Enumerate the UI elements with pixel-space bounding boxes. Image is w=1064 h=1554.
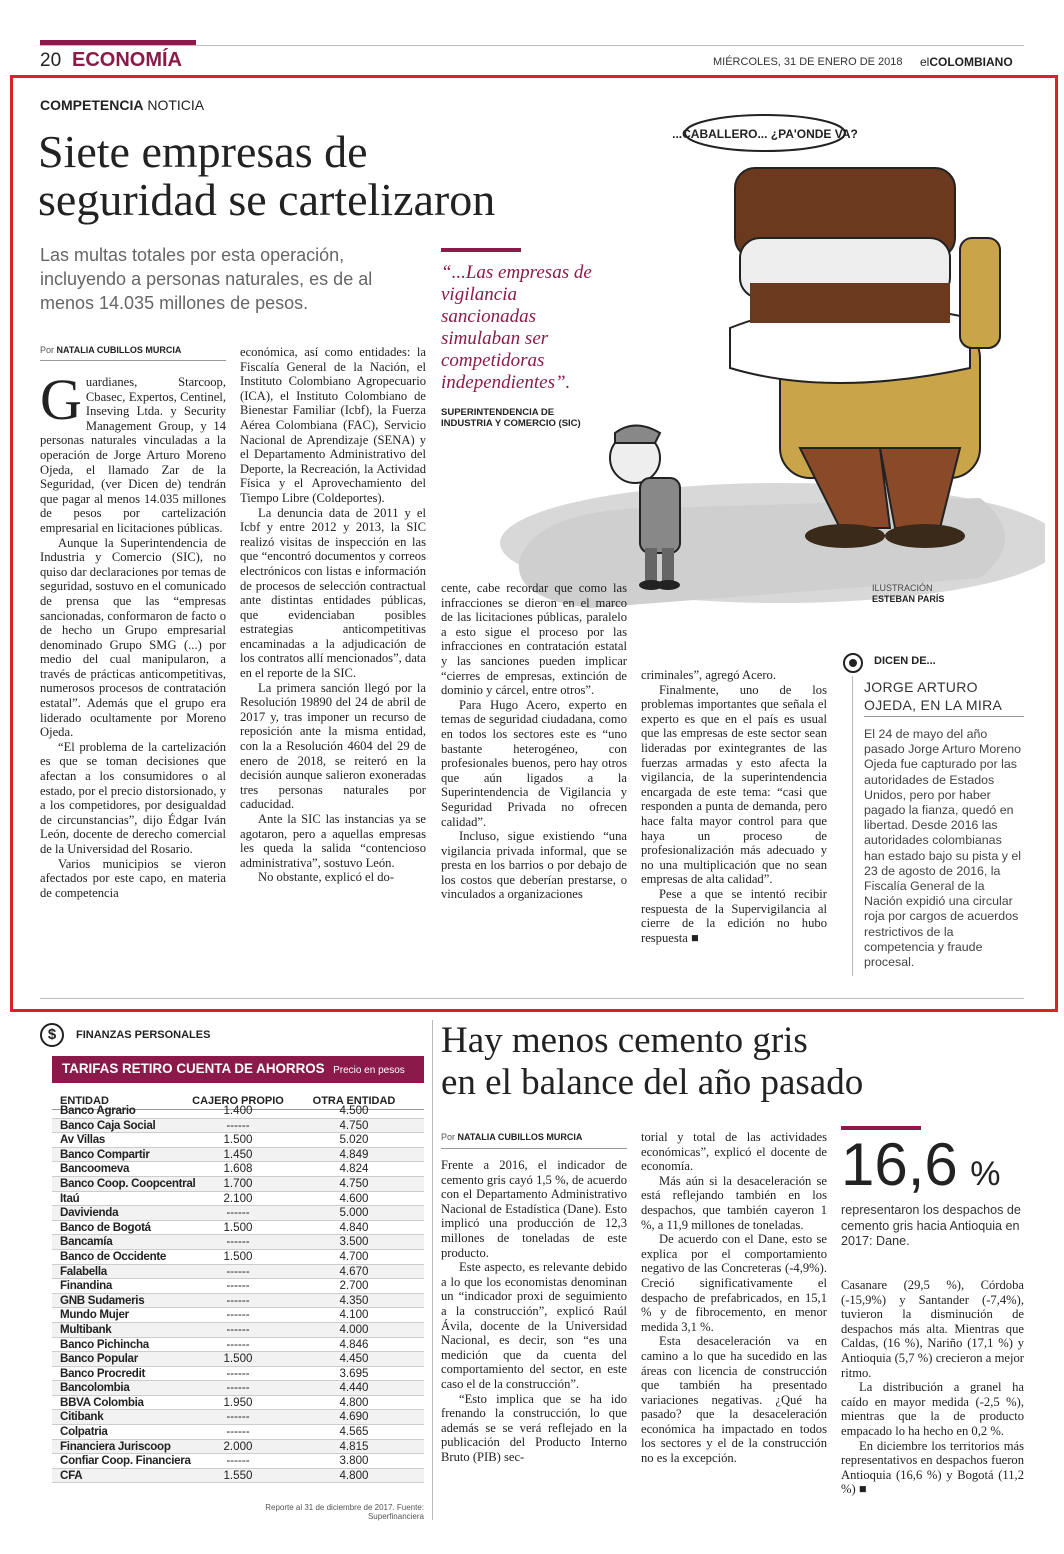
byline-name: NATALIA CUBILLOS MURCIA — [56, 345, 182, 355]
article1-column1 — [40, 367, 226, 900]
cell-otra-entidad: 4.815 — [339, 1439, 369, 1453]
cell-otra-entidad: 4.700 — [339, 1249, 369, 1263]
page-number: 20 — [40, 50, 62, 71]
table-row — [52, 1279, 424, 1294]
cell-cajero-propio: 1.950 — [223, 1395, 253, 1409]
table-row — [52, 1367, 424, 1382]
paragraph: Más aún si la desaceleración se está reflejando también en los despachos, que también cayeron 1 %, a 11,9 millones de toneladas. — [641, 1173, 827, 1232]
kicker — [40, 97, 204, 113]
cell-entidad: BBVA Colombia — [60, 1395, 144, 1409]
article1-column2 — [240, 345, 426, 885]
paragraph: La distribución a granel ha caído en mayor medida (-2,5 %), mientras que la de producto empacado lo ha hecho en 0,2 %. — [841, 1380, 1024, 1438]
speech-text: ...CABALLERO... ¿PA'ONDE VA? — [672, 127, 858, 141]
cell-otra-entidad: 4.440 — [339, 1381, 369, 1395]
paragraph: cente, cabe recordar que como las infracciones se dieron en el marco de las licitaciones públicas, paralelo a esto sigue el proceso por las infracciones en contratación estatal y las sanciones pueden implicar “cierres de empresas, extinción de dominio y cárcel, entre otros”. — [441, 581, 627, 698]
table-title-bar — [52, 1056, 424, 1083]
table-row — [52, 1250, 424, 1265]
column-header: OTRA ENTIDAD — [312, 1095, 396, 1107]
byline-name: NATALIA CUBILLOS MURCIA — [457, 1132, 583, 1142]
illustration-author: ESTEBAN PARÍS — [872, 594, 945, 604]
paragraph: Casanare (29,5 %), Córdoba (-15,9%) y Santander (-7,4%), tuvieron la disminución de despachos más alta. Mientras que Caldas, (16 %), Nariño (17,1 %) y Antioquia (5,7 %) crecieron a mejor ritmo. — [841, 1278, 1024, 1380]
table-row — [52, 1133, 424, 1148]
cell-otra-entidad: 4.824 — [339, 1162, 369, 1176]
pull-quote: “...Las empresas de vigilancia sancionadas simulaban ser competidoras independientes”. — [441, 262, 592, 393]
dropcap: G — [40, 367, 82, 432]
table-row — [52, 1352, 424, 1367]
cell-otra-entidad: 4.800 — [339, 1468, 369, 1482]
table-row — [52, 1454, 424, 1469]
paragraph: La denuncia data de 2011 y el Icbf y entre 2012 y 2013, la SIC realizó visitas de inspección en las que “encontró documentos y correos electrónicos con listas e información de procesos de selección contractual ante distintas entidades públicas, que evidenciaban posibles estrategias anticompetitivas encaminadas a la adjudicación de los contratos allí mencionados”, data en el reporte de la SIC. — [240, 505, 426, 681]
table-title: TARIFAS RETIRO CUENTA DE AHORROS — [62, 1061, 325, 1076]
cell-entidad: Finandina — [60, 1279, 113, 1293]
paragraph: “Esto implica que se ha ido frenando la construcción, lo que además se se verá reflejado en la publicación del Producto Interno Bruto (PIB) sec- — [441, 1391, 627, 1464]
paragraph: Este aspecto, es relevante debido a lo que los economistas denominan un “indicador proxi de seguimiento a la construcción”, explicó Raúl Ávila, docente de la Universidad Nacional, es decir, son “es una medición que da cuenta del comportamiento del sector, en este caso el de la construcción”. — [441, 1260, 627, 1391]
cell-otra-entidad: 3.800 — [339, 1454, 369, 1468]
section-divider — [40, 998, 1024, 999]
headline-line1: Siete empresas de — [38, 126, 368, 177]
table-row — [52, 1177, 424, 1192]
paragraph: económica, así como entidades: la Fiscalía General de la Nación, el Instituto Colombiano Agropecuario (ICA), el Instituto Colombiano de Bienestar Familiar (Icbf), la Fuerza Aérea Colombiana (FAC), Servicio Nacional de Aprendizaje (SENA) y el Departamento Administrativo del Deporte, la Recreación, la Actividad Física y el Aprovechamiento del Tiempo Libre (Coldeportes). — [240, 345, 426, 505]
dicen-side-rule — [852, 676, 853, 976]
cell-otra-entidad: 5.000 — [339, 1206, 369, 1220]
cell-cajero-propio: 1.500 — [223, 1249, 253, 1263]
cell-cajero-propio: 1.500 — [223, 1133, 253, 1147]
guard-heads — [735, 168, 955, 323]
cell-entidad: Falabella — [60, 1264, 107, 1278]
cell-cajero-propio: ------ — [226, 1279, 250, 1293]
header-rule — [40, 45, 1024, 46]
byline2-rule — [441, 1148, 627, 1149]
dicen-label: DICEN DE... — [874, 655, 936, 667]
paragraph: Aunque la Superintendencia de Industria y Comercio (SIC), no quiso dar declaraciones por temas de seguridad, sostuvo en el comunicado de prensa que las “empresas sancionadas, conformaron de facto o de hecho un Grupo empresarial denominado Grupo SMG (...) por medio del cual manipularon, a través de prácticas anticompetitivas, numerosos procesos de contratación estatal”. Además que el grupo era liderado ocultamente por Moreno Ojeda. — [40, 535, 226, 740]
article2-column2 — [641, 1130, 827, 1466]
headline2-line1: Hay menos cemento gris — [441, 1020, 808, 1061]
cell-entidad: Colpatria — [60, 1425, 108, 1439]
cell-entidad: Itaú — [60, 1191, 80, 1205]
paragraph: Para Hugo Acero, experto en temas de seguridad ciudadana, como en todos los sectores este es “uno bastante heterogéneo, con profesionales buenos, pero hay otros que aún ligados a la Superintendencia de Vigilancia y Seguridad Privada no ofrecen calidad”. — [441, 697, 627, 829]
cell-entidad: Bancamía — [60, 1235, 113, 1249]
speech-bubble — [672, 115, 858, 151]
cell-cajero-propio: 1.450 — [223, 1147, 253, 1161]
dicen-text: El 24 de mayo del año pasado Jorge Arturo Moreno Ojeda fue capturado por las autoridades de Estados Unidos, pero por haber pagado la fianza, quedó en libertad. Desde 2016 las autoridades colombianas han estado bajo su pista y el 23 de agosto de 2016, la Fiscalía General de la Nación expidió una circular roja por cargos de acuerdos restrictivos de la competencia y fraude procesal. — [864, 727, 1022, 970]
cell-cajero-propio: ------ — [226, 1206, 250, 1220]
cell-cajero-propio: ------ — [226, 1381, 250, 1395]
byline-prefix: Por — [40, 345, 55, 355]
dollar-icon: $ — [40, 1023, 64, 1047]
cell-entidad: Bancolombia — [60, 1381, 130, 1395]
subtitle: Las multas totales por esta operación, incluyendo a personas naturales, es de al menos 14.035 millones de pesos. — [40, 245, 373, 313]
dicen-rule — [864, 716, 1024, 717]
headline2 — [441, 1020, 863, 1104]
illustration-label: ILUSTRACIÓN — [872, 583, 933, 593]
headline-line2: seguridad se cartelizaron — [38, 174, 496, 225]
table-row — [52, 1323, 424, 1338]
kicker-bold: COMPETENCIA — [40, 97, 144, 113]
tarifas-table — [52, 1104, 424, 1483]
byline-prefix: Por — [441, 1132, 456, 1142]
table-row — [52, 1148, 424, 1163]
paragraph: Esta desaceleración va en camino a lo que ha sucedido en las áreas con licencia de construcción que también ha presentado variaciones negativas. ¿Qué ha pasado? que la desaceleración económica ha impactado en todos los sectores y el de la construcción no es la excepción. — [641, 1334, 827, 1466]
paragraph: criminales”, agregó Acero. — [641, 668, 776, 682]
dicen-name: JORGE ARTURO OJEDA, EN LA MIRA — [864, 679, 1003, 713]
stat-value: 16,6 — [841, 1131, 958, 1198]
cell-entidad: Banco Agrario — [60, 1104, 136, 1117]
cell-cajero-propio: 1.700 — [223, 1176, 253, 1190]
cell-entidad: Financiera Juriscoop — [60, 1439, 171, 1453]
cell-cajero-propio: ------ — [226, 1264, 250, 1278]
cell-otra-entidad: 4.000 — [339, 1322, 369, 1336]
cell-entidad: Banco Pichincha — [60, 1337, 149, 1351]
quote-source: SUPERINTENDENCIA DE INDUSTRIA Y COMERCIO (SIC) — [441, 407, 581, 429]
cell-entidad: Mundo Mujer — [60, 1308, 129, 1322]
cell-entidad: Av Villas — [60, 1133, 105, 1147]
cell-cajero-propio: ------ — [226, 1118, 250, 1132]
cell-cajero-propio: 2.100 — [223, 1191, 253, 1205]
cell-otra-entidad: 2.700 — [339, 1279, 369, 1293]
table-row — [52, 1440, 424, 1455]
paragraph: Ante la SIC las instancias ya se agotaron, pero a aquellas empresas les queda la salida “contencioso administrativa”, sostuvo León. — [240, 812, 426, 870]
cell-cajero-propio: ------ — [226, 1293, 250, 1307]
stat-caption: representaron los despachos de cemento gris hacia Antioquia en 2017: Dane. — [841, 1203, 1021, 1248]
header-date: MIÉRCOLES, 31 DE ENERO DE 2018 — [713, 56, 903, 68]
cell-entidad: CFA — [60, 1468, 83, 1482]
stat-figure — [841, 1131, 1001, 1198]
article2-column1 — [441, 1158, 627, 1464]
cell-cajero-propio: ------ — [226, 1366, 250, 1380]
table-row — [52, 1308, 424, 1323]
cell-otra-entidad: 4.846 — [339, 1337, 369, 1351]
cell-otra-entidad: 4.450 — [339, 1352, 369, 1366]
cell-otra-entidad: 4.350 — [339, 1293, 369, 1307]
table-row — [52, 1294, 424, 1309]
cell-entidad: Banco de Bogotá — [60, 1220, 151, 1234]
cell-entidad: Confiar Coop. Financiera — [60, 1454, 191, 1468]
cell-entidad: Banco Coop. Coopcentral — [60, 1176, 196, 1190]
vertical-divider — [432, 1020, 433, 1520]
brand-prefix: el — [920, 55, 930, 69]
cell-otra-entidad: 5.020 — [339, 1133, 369, 1147]
paragraph: En diciembre los territorios más representativos en despachos fueron Antioquia (16,6 %) y Bogotá (11,2 %) ■ — [841, 1438, 1024, 1497]
stat-accent — [841, 1126, 921, 1130]
brand-name: COLOMBIANO — [929, 55, 1013, 69]
cell-entidad: Bancoomeva — [60, 1162, 130, 1176]
cell-entidad: Citibank — [60, 1410, 104, 1424]
table-row — [52, 1192, 424, 1207]
paragraph: No obstante, explicó el do- — [258, 870, 395, 885]
cell-entidad: Davivienda — [60, 1206, 119, 1220]
cell-otra-entidad: 4.800 — [339, 1395, 369, 1409]
table-row — [52, 1381, 424, 1396]
cell-cajero-propio: ------ — [226, 1308, 250, 1322]
paragraph: La primera sanción llegó por la Resolución 19890 del 24 de abril de 2017 y, tras imponer un recurso de reposición ante la misma entidad, con la a Resolución 4604 del 29 de enero de 2018, se reiteró en la decisión aunque salieron exoneradas tres personas naturales por caducidad. — [240, 680, 426, 812]
table-subtitle: Precio en pesos — [333, 1065, 405, 1076]
table-row — [52, 1396, 424, 1411]
table-row — [52, 1162, 424, 1177]
paragraph: Varios municipios se vieron afectados por este capo, en materia de competencia — [40, 856, 226, 900]
dicen-icon — [843, 653, 863, 673]
cell-entidad: GNB Sudameris — [60, 1293, 145, 1307]
cell-otra-entidad: 4.750 — [339, 1176, 369, 1190]
article2-column3 — [841, 1278, 1024, 1497]
kicker-light: NOTICIA — [147, 97, 205, 113]
paragraph: Frente a 2016, el indicador de cemento gris cayó 1,5 %, de acuerdo con el Departamento Administrativo Nacional de Estadística (Dane). Esto implicó una producción de 12,3 millones de toneladas de este producto. — [441, 1158, 627, 1260]
cell-cajero-propio: 1.500 — [223, 1220, 253, 1234]
byline-rule — [40, 360, 226, 361]
headline — [38, 128, 495, 224]
table-row — [52, 1338, 424, 1353]
table-source: Reporte al 31 de diciembre de 2017. Fuente: Superfinanciera — [265, 1503, 424, 1521]
paragraph: torial y total de las actividades económicas”, explicó el docente de economía. — [641, 1130, 827, 1174]
column-header: ENTIDAD — [60, 1095, 109, 1107]
cell-otra-entidad: 4.690 — [339, 1410, 369, 1424]
paragraph: “El problema de la cartelización es que se toman decisiones que afectan a los consumidores o al estado, por el precio distorsionado, y a los competidores, por desigualdad de circunstancias”, dijo Édgar Iván León, docente de derecho comercial de la Universidad del Rosario. — [40, 739, 226, 856]
cell-cajero-propio: ------ — [226, 1454, 250, 1468]
stat-unit: % — [970, 1155, 1001, 1193]
section-name: ECONOMÍA — [72, 49, 182, 71]
table-row — [52, 1469, 424, 1484]
cell-entidad: Multibank — [60, 1322, 112, 1336]
headline2-line2: en el balance del año pasado — [441, 1062, 864, 1103]
cell-otra-entidad: 3.500 — [339, 1235, 369, 1249]
illustration — [500, 88, 1045, 628]
byline — [40, 345, 181, 355]
cell-cajero-propio: 2.000 — [223, 1439, 253, 1453]
cell-otra-entidad: 4.670 — [339, 1264, 369, 1278]
byline2 — [441, 1132, 582, 1142]
cell-otra-entidad: 4.565 — [339, 1425, 369, 1439]
cell-cajero-propio: 1.608 — [223, 1162, 253, 1176]
paragraph: Pese a que se intentó recibir respuesta de la Supervigilancia al cierre de la edición no hubo respuesta ■ — [641, 886, 827, 945]
cell-cajero-propio: 1.400 — [223, 1104, 253, 1117]
cell-cajero-propio: 1.500 — [223, 1352, 253, 1366]
cell-otra-entidad: 4.849 — [339, 1147, 369, 1161]
column-header: CAJERO PROPIO — [192, 1095, 284, 1107]
cell-cajero-propio: ------ — [226, 1337, 250, 1351]
cell-otra-entidad: 4.600 — [339, 1191, 369, 1205]
cell-otra-entidad: 3.695 — [339, 1366, 369, 1380]
cell-otra-entidad: 4.100 — [339, 1308, 369, 1322]
cell-entidad: Banco Procredit — [60, 1366, 146, 1380]
table-row — [52, 1221, 424, 1236]
article1-column4 — [641, 668, 827, 945]
brand-logo — [920, 55, 1013, 69]
table-row — [52, 1410, 424, 1425]
cell-entidad: Banco Compartir — [60, 1147, 150, 1161]
cell-cajero-propio: 1.550 — [223, 1468, 253, 1482]
cell-cajero-propio: ------ — [226, 1410, 250, 1424]
table-row — [52, 1206, 424, 1221]
cell-entidad: Banco Popular — [60, 1352, 138, 1366]
table-row — [52, 1119, 424, 1134]
cell-otra-entidad: 4.500 — [339, 1104, 369, 1117]
table-row — [52, 1265, 424, 1280]
paragraph: uardianes, Starcoop, Cbasec, Expertos, Centinel, Inseving Ltda. y Security Management Group, y 14 personas naturales vinculadas a la operación de Jorge Arturo Moreno Ojeda, el llamado Zar de la Seguridad, (ver Dicen de) tendrán que pagar al menos 14.035 millones de pesos por cartelización empresarial en licitaciones públicas. — [40, 375, 226, 535]
cell-cajero-propio: ------ — [226, 1322, 250, 1336]
paragraph: De acuerdo con el Dane, esto se explica por el comportamiento negativo de las Concreteras (-4,9%). Creció significativamente el despacho de prefabricados, en 15,1 % y de fibrocemento, en menor medida 3,1 %. — [641, 1232, 827, 1334]
cell-entidad: Banco de Occidente — [60, 1249, 167, 1263]
table-row — [52, 1425, 424, 1440]
cell-cajero-propio: ------ — [226, 1235, 250, 1249]
cell-otra-entidad: 4.750 — [339, 1118, 369, 1132]
finanzas-label: FINANZAS PERSONALES — [76, 1029, 211, 1041]
cell-otra-entidad: 4.840 — [339, 1220, 369, 1234]
paragraph: Incluso, sigue existiendo “una vigilancia privada informal, que se presta en los barrios o por debajo de los costos que deberían prestarse, o vinculados a organizaciones — [441, 829, 627, 902]
paragraph: Finalmente, uno de los problemas importantes que señala el experto es que en el país es usual que las empresas de este sector sean lideradas por exintegrantes de las fuerzas armadas y esto afecta la vigilancia, de la superintendencia encargada de este tema: “casi que responden a punta de demanda, pero hace falta mayor control para que haya un proceso de profesionalización más adecuado y no una multiplicación que no sean empresas de alta calidad”. — [641, 682, 827, 887]
cell-cajero-propio: ------ — [226, 1425, 250, 1439]
article1-column3 — [441, 581, 627, 902]
cell-entidad: Banco Caja Social — [60, 1118, 156, 1132]
table-row — [52, 1104, 424, 1119]
table-row — [52, 1235, 424, 1250]
